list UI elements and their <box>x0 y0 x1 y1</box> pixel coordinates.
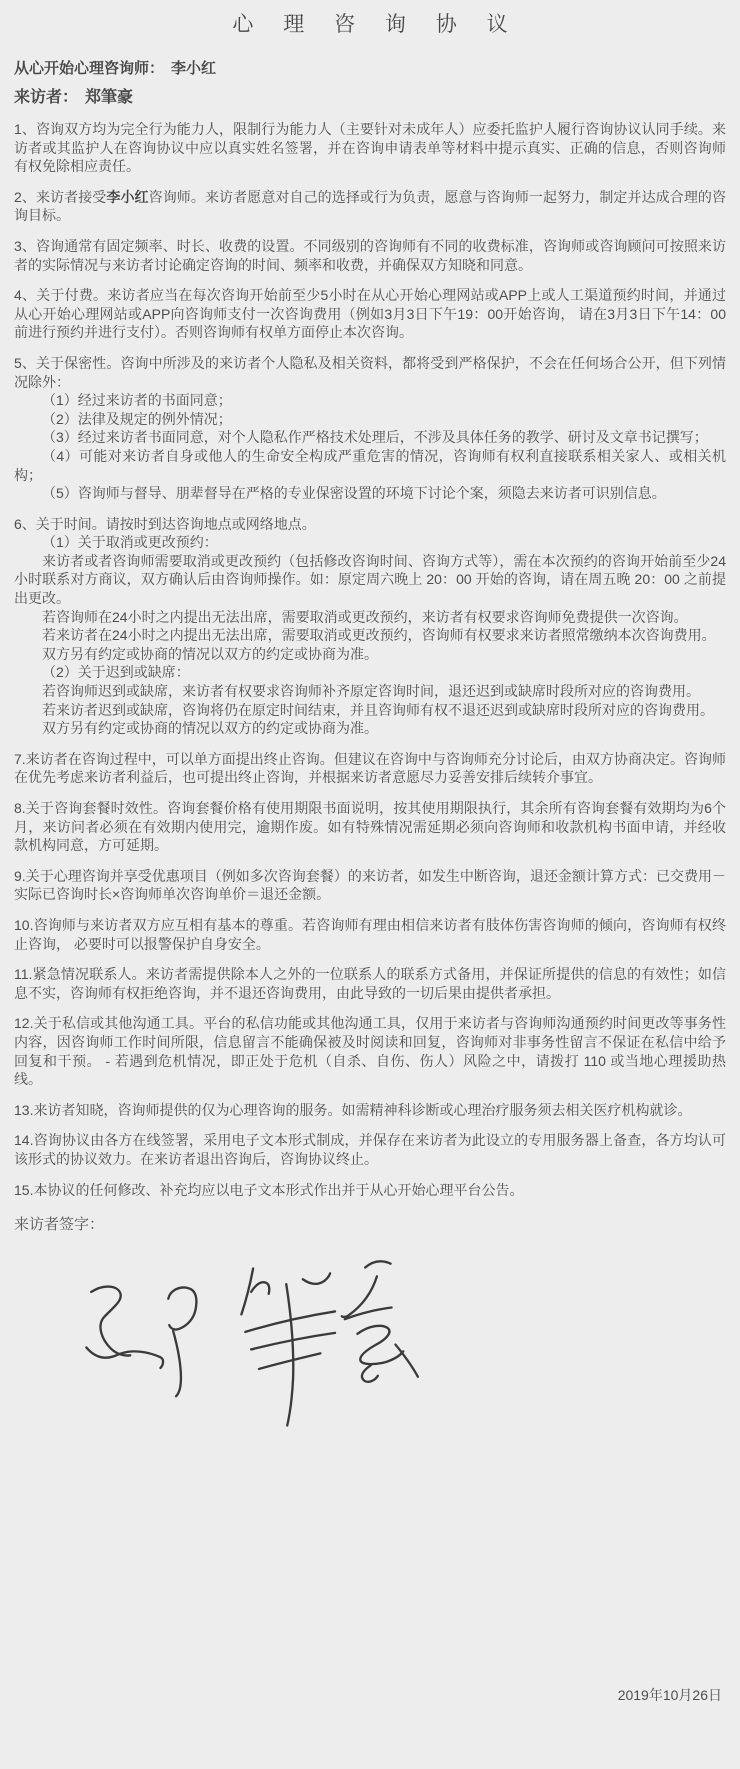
clause <box>14 237 726 274</box>
clause-paragraph: 5、关于保密性。咨询中所涉及的来访者个人隐私及相关资料，都将受到严格保护，不会在任何场合公开，但下列情况除外： <box>14 354 726 390</box>
clause-paragraph: （4）可能对来访者自身或他人的生命安全构成严重危害的情况，咨询师有权利直接联系相关家人、或相关机构； <box>14 447 726 483</box>
clause-paragraph: 9.关于心理咨询并享受优惠项目（例如多次咨询套餐）的来访者，如发生中断咨询，退还金额计算方式：已交费用－实际已咨询时长×咨询师单次咨询单价＝退还金额。 <box>14 867 726 903</box>
clause <box>14 750 726 787</box>
visitor-name: 郑筆豪 <box>85 89 134 106</box>
clause-paragraph: 6、关于时间。请按时到达咨询地点或网络地点。 <box>14 515 316 532</box>
clause <box>14 916 726 953</box>
clause-paragraph: 若来访者迟到或缺席，咨询将仍在原定时间结束，并且咨询师有权不退还迟到或缺席时段所对应的咨询费用。 <box>42 701 714 718</box>
visitor-label: 来访者： <box>14 89 79 106</box>
signature-label: 来访者签字： <box>14 1216 105 1234</box>
clause-paragraph: 2、来访者接受李小红咨询师。来访者愿意对自己的选择或行为负责，愿意与咨询师一起努力，制定并达成合理的咨询目标。 <box>14 188 727 224</box>
clause-paragraph: 13.来访者知晓，咨询师提供的仅为心理咨询的服务。如需精神科诊断或心理治疗服务须去相关医疗机构就诊。 <box>14 1101 692 1118</box>
clause-paragraph: 若咨询师迟到或缺席，来访者有权要求咨询师补齐原定咨询时间，退还迟到或缺席时段所对应的咨询费用。 <box>42 683 700 700</box>
clause-paragraph: 3、咨询通常有固定频率、时长、收费的设置。不同级别的咨询师有不同的收费标准，咨询师或咨询顾问可按照来访者的实际情况与来访者讨论确定咨询的时间、频率和收费，并确保双方知晓和同意。 <box>14 237 726 273</box>
clause <box>14 965 726 1002</box>
signature-handwriting <box>62 1247 452 1447</box>
clause-paragraph: （5）咨询师与督导、朋辈督导在严格的专业保密设置的环境下讨论个案，须隐去来访者可识别信息。 <box>42 485 666 502</box>
visitor-line <box>14 88 726 108</box>
clause-paragraph: 若来访者在24小时之内提出无法出席，需要取消或更改预约，咨询师有权要求来访者照常缴纳本次咨询费用。 <box>42 627 716 644</box>
clause <box>14 120 726 176</box>
clause-paragraph: （1）经过来访者的书面同意； <box>42 392 232 409</box>
clause-paragraph: （2）关于迟到或缺席： <box>42 664 190 681</box>
clause <box>14 354 726 503</box>
clause-paragraph: 15.本协议的任何修改、补充均应以电子文本形式作出并于从心开始心理平台公告。 <box>14 1181 524 1198</box>
clause <box>14 1101 726 1120</box>
counselor-name: 李小红 <box>171 60 217 77</box>
clause-paragraph: 10.咨询师与来访者双方应互相有基本的尊重。若咨询师有理由相信来访者有肢体伤害咨询师的倾向，咨询师有权终止咨询， 必要时可以报警保护自身安全。 <box>14 916 726 952</box>
clause <box>14 1014 726 1088</box>
clause-paragraph: 1、咨询双方均为完全行为能力人，限制行为能力人（主要针对未成年人）应委托监护人履行咨询协议认同手续。来访者或其监护人在咨询协议中应以真实姓名签署，并在咨询申请表单等材料中提示真实、正确的信息，否则咨询师有权免除相应责任。 <box>14 121 726 175</box>
clause-paragraph: 11.紧急情况联系人。来访者需提供除本人之外的一位联系人的联系方式备用，并保证所提供的信息的有效性；如信息不实，咨询师有权拒绝咨询，并不退还咨询费用，由此导致的一切后果由提供者承担。 <box>14 966 726 1001</box>
clause-list <box>14 120 726 1199</box>
counselor-label: 从心开始心理咨询师： <box>14 60 165 77</box>
clause-paragraph: 14.咨询协议由各方在线签署，采用电子文本形式制成，并保存在来访者为此设立的专用服务器上备查，各方均认可该形式的协议效力。在来访者退出咨询后，咨询协议终止。 <box>14 1132 726 1167</box>
clause <box>14 799 726 855</box>
clause-paragraph: 12.关于私信或其他沟通工具。平台的私信功能或其他沟通工具，仅用于来访者与咨询师沟通预约时间更改等事务性内容，因咨询师工作时间所限，信息留言不能确保被及时阅读和回复，咨询师对非事务性留言不保证在私信中给予回复和干预。 - 若遇到危机情况，即正处于危机（自杀、自伤、伤人）风险之中，请拨打 110 或当地心理援助热线。 <box>14 1015 726 1088</box>
clause <box>14 867 726 904</box>
clause-paragraph: 双方另有约定或协商的情况以双方的约定或协商为准。 <box>42 645 378 662</box>
page-title: 心 理 咨 询 协 议 <box>232 13 520 36</box>
clause-paragraph: 8.关于咨询套餐时效性。咨询套餐价格有使用期限书面说明，按其使用期限执行，其余所有咨询套餐有效期均为6个月，来访问者必须在有效期内使用完，逾期作废。如有特殊情况需延期必须向咨询师和收款机构书面申请，并经收款机构同意，方可延期。 <box>14 800 726 854</box>
clause-paragraph: 若咨询师在24小时之内提出无法出席，需要取消或更改预约，来访者有权要求咨询师免费提供一次咨询。 <box>42 608 688 625</box>
clause-paragraph: （2）法律及规定的例外情况； <box>42 410 232 427</box>
clause <box>14 286 726 342</box>
clause-paragraph: 4、关于付费。来访者应当在每次咨询开始前至少5小时在从心开始心理网站或APP上或人工渠道预约时间，并通过从心开始心理网站或APP向咨询师支付一次咨询费用（例如3月3日下午19：00开始咨询， 请在3月3日下午14：00前进行预约并进行支付）。否则咨询师有权单方面停止本次咨询。 <box>14 287 726 341</box>
clause <box>14 1131 726 1168</box>
clause-paragraph: 双方另有约定或协商的情况以双方的约定或协商为准。 <box>42 720 378 737</box>
clause <box>14 188 726 225</box>
clause-paragraph: （3）经过来访者书面同意，对个人隐私作严格技术处理后，不涉及具体任务的教学、研讨及文章书记撰写； <box>42 429 708 446</box>
clause <box>14 1181 726 1200</box>
counselor-line <box>14 59 726 79</box>
clause-paragraph: 来访者或者咨询师需要取消或更改预约（包括修改咨询时间、咨询方式等），需在本次预约的咨询开始前至少24小时联系对方商议，双方确认后由咨询师操作。如：原定周六晚上 20：00 开始的咨询，请在周五晚 20：00 之前提出更改。 <box>14 552 726 607</box>
signature-date: 2019年10月26日 <box>617 1687 722 1703</box>
clause <box>14 515 726 738</box>
clause-paragraph: （1）关于取消或更改预约： <box>42 534 218 551</box>
clause-paragraph: 7.来访者在咨询过程中，可以单方面提出终止咨询。但建议在咨询中与咨询师充分讨论后，由双方协商决定。咨询师在优先考虑来访者利益后，也可提出终止咨询，并根据来访者意愿尽力妥善安排后续转介事宜。 <box>14 750 726 786</box>
